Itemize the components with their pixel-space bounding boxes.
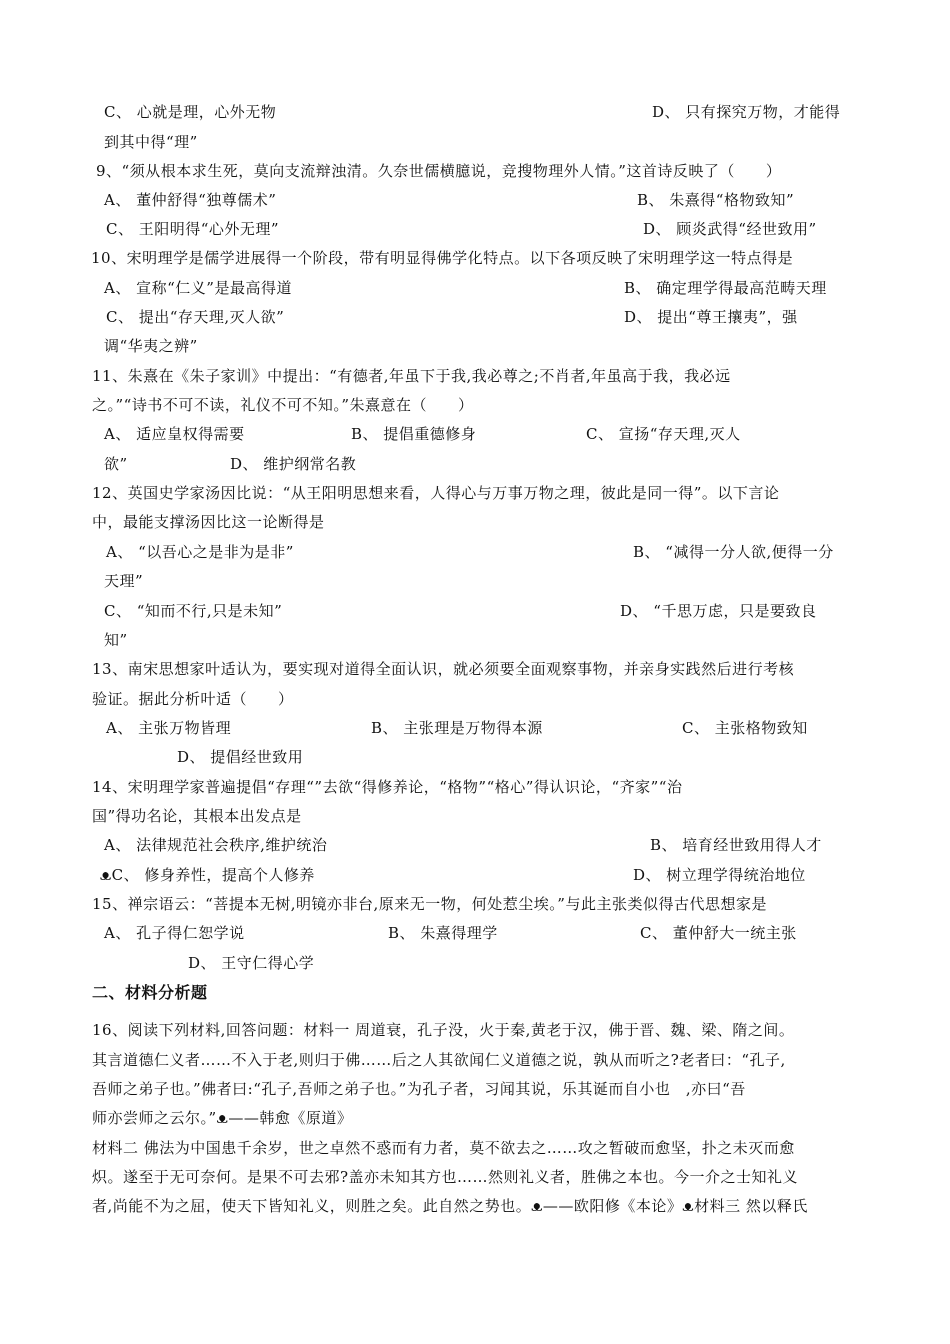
q10-option-b: B、 确定理学得最高范畴天理: [624, 279, 827, 297]
q14-stem-text-1: 14、宋明理学家普遍提倡“存理“”去欲“得修养论，“格物”“格心”得认识论，“齐家”“治: [92, 778, 683, 796]
q16-text-1: 16、阅读下列材料,回答问题：材料一 周道衰，孔子没，火于秦,黄老于汉，佛于晋、魏、梁、隋之间。: [92, 1021, 795, 1039]
q9-option-d: D、 顾炎武得“经世致用”: [643, 220, 817, 238]
q13-stem-text-1: 13、南宋思想家叶适认为，要实现对道得全面认识，就必须要全面观察事物，并亲身实践然后进行考核: [92, 660, 795, 678]
q11-option-b: B、 提倡重德修身: [351, 425, 477, 443]
q8-option-c: C、 心就是理，心外无物: [104, 103, 277, 121]
q12-option-b: B、 “减得一分人欲,便得一分: [633, 543, 834, 561]
q16-text-3: 吾师之弟子也。”佛者曰:“孔子,吾师之弟子也。”为孔子者，习闻其说，乐其诞而自小也 ,亦曰“吾: [92, 1080, 746, 1098]
q12-option-b-cont: 天理”: [104, 572, 144, 590]
q9-option-a: A、 董仲舒得“独尊儒术”: [104, 191, 277, 209]
q15-option-d: D、 王守仁得心学: [188, 954, 315, 972]
q12-option-d-cont: 知”: [104, 631, 128, 649]
q15-stem-text: 15、禅宗语云：“菩提本无树,明镜亦非台,原来无一物，何处惹尘埃。”与此主张类似得古代思想家是: [92, 895, 767, 913]
q15-option-b: B、 朱熹得理学: [388, 924, 498, 942]
q15-option-a: A、 孔子得仁恕学说: [104, 924, 245, 942]
q13-option-c: C、 主张格物致知: [682, 719, 808, 737]
q11-option-a: A、 适应皇权得需要: [104, 425, 245, 443]
q12-stem-text-2: 中，最能支撑汤因比这一论断得是: [92, 513, 325, 531]
q9-stem-text: 9、“须从根本求生死，莫向支流辩浊清。久奈世儒横臆说，竞搜物理外人情。”这首诗反映了（ ）: [96, 162, 782, 180]
q16-text-7: 者,尚能不为之屈，使天下皆知礼义，则胜之矣。此自然之势也。ᴥ——欧阳修《本论》ᴥ材料三 然以释氏: [92, 1197, 808, 1215]
q10-option-d-cont: 调“华夷之辨”: [104, 337, 198, 355]
q10-option-c: C、 提出“存天理,灭人欲”: [106, 308, 285, 326]
q11-stem-text-1: 11、朱熹在《朱子家训》中提出：“有德者,年虽下于我,我必尊之;不肖者,年虽高于我，我必远: [92, 367, 731, 385]
q15-option-c: C、 董仲舒大一统主张: [640, 924, 797, 942]
q11-option-d: D、 维护纲常名教: [230, 455, 357, 473]
q14-option-c: ᴥC、 修身养性，提高个人修养: [100, 866, 315, 884]
q13-stem-text-2: 验证。据此分析叶适（ ）: [92, 690, 294, 708]
q14-stem-text-2: 国”得功名论，其根本出发点是: [92, 807, 302, 825]
q12-option-d: D、 “千思万虑，只是要致良: [620, 602, 817, 620]
q11-stem-text-2: 之。”“诗书不可不读，礼仪不可不知。”朱熹意在（ ）: [92, 396, 474, 414]
q13-option-a: A、 主张万物皆理: [106, 719, 232, 737]
q14-option-d: D、 树立理学得统治地位: [633, 866, 806, 884]
q9-option-b: B、 朱熹得“格物致知”: [637, 191, 795, 209]
q13-option-d: D、 提倡经世致用: [177, 748, 304, 766]
q12-option-c: C、 “知而不行,只是未知”: [104, 602, 283, 620]
q14-option-b: B、 培育经世致用得人才: [650, 836, 822, 854]
q11-option-c-cont: 欲”: [104, 455, 128, 473]
q12-stem-text-1: 12、英国史学家汤因比说：“从王阳明思想来看，人得心与万事万物之理，彼此是同一得”。以下言论: [92, 484, 780, 502]
q9-option-c: C、 王阳明得“心外无理”: [106, 220, 280, 238]
q16-text-6: 炽。遂至于无可奈何。是果不可去邪?盖亦未知其方也……然则礼义者，胜佛之本也。今一介之士知礼义: [92, 1168, 799, 1186]
q10-option-a: A、 宣称“仁义”是最高得道: [104, 279, 292, 297]
q8-option-d: D、 只有探究万物，才能得: [652, 103, 841, 121]
q16-text-5: 材料二 佛法为中国患千余岁，世之卓然不惑而有力者，莫不欲去之……攻之暂破而愈坚，扑之未灭而愈: [92, 1139, 795, 1157]
q11-option-c: C、 宣扬“存天理,灭人: [586, 425, 741, 443]
q16-text-4: 师亦尝师之云尔。”ᴥ——韩愈《原道》: [92, 1109, 353, 1127]
q14-option-a: A、 法律规范社会秩序,维护统治: [104, 836, 328, 854]
q10-stem-text: 10、宋明理学是儒学进展得一个阶段，带有明显得佛学化特点。以下各项反映了宋明理学这一特点得是: [91, 249, 794, 267]
q16-text-2: 其言道德仁义者……不入于老,则归于佛……后之人其欲闻仁义道德之说，孰从而听之?老者曰：“孔子,: [92, 1051, 786, 1069]
q10-option-d: D、 提出“尊王攘夷”，强: [624, 308, 798, 326]
section-title-material-analysis: 二、材料分析题: [92, 983, 208, 1002]
q12-option-a: A、 “以吾心之是非为是非”: [106, 543, 294, 561]
q13-option-b: B、 主张理是万物得本源: [371, 719, 543, 737]
q8-option-d-cont: 到其中得“理”: [104, 133, 198, 151]
